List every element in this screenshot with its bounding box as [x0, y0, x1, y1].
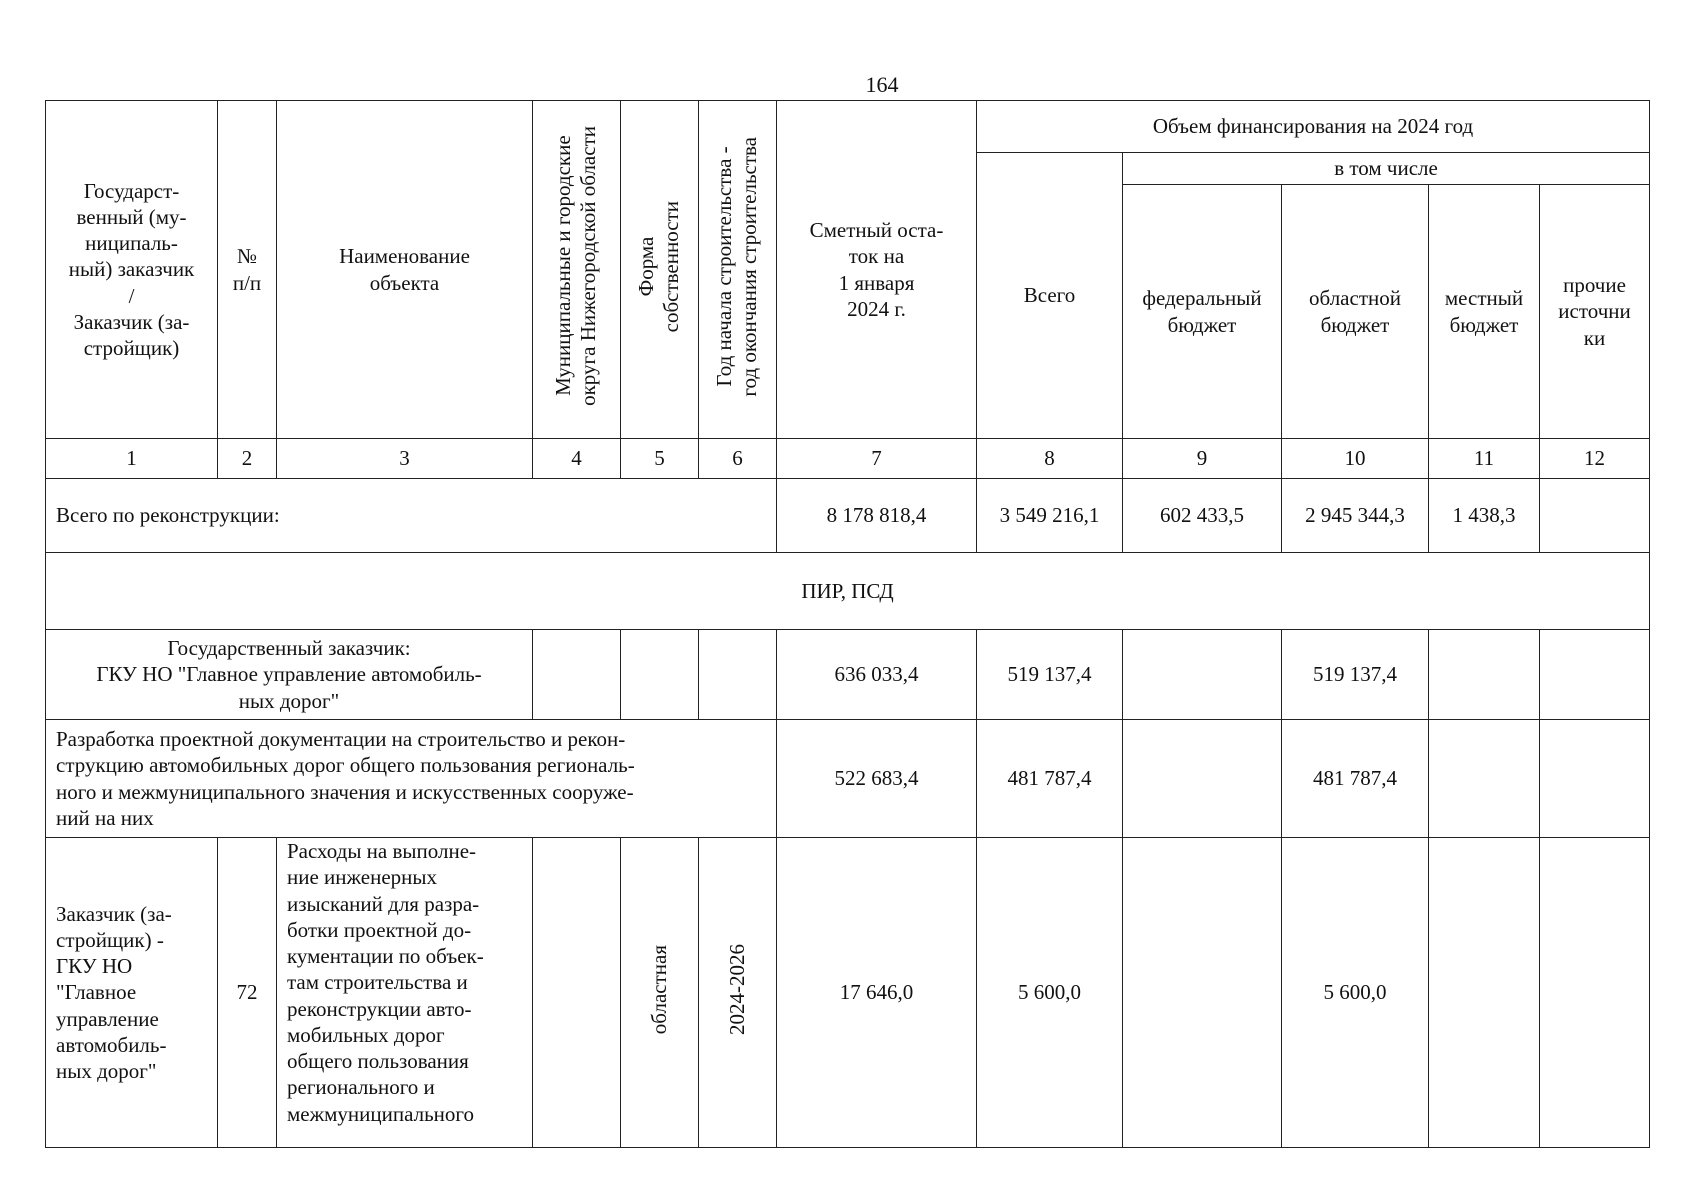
state-customer-remaining: 636 033,4 — [777, 630, 977, 720]
total-reconstruction-label: Всего по реконструкции: — [46, 479, 777, 553]
header-other: прочие источни ки — [1540, 185, 1650, 439]
header-ownership — [621, 101, 699, 439]
development-remaining: 522 683,4 — [777, 720, 977, 838]
total-total: 3 549 216,1 — [977, 479, 1123, 553]
header-years — [699, 101, 777, 439]
header-local: местный бюджет — [1429, 185, 1540, 439]
section-row — [46, 553, 1650, 630]
column-number: 9 — [1123, 439, 1282, 479]
development-federal — [1123, 720, 1282, 838]
financing-table — [45, 100, 1650, 1148]
state-customer-other — [1540, 630, 1650, 720]
item-customer: Заказчик (за- стройщик) - ГКУ НО "Главное управление автомобиль- ных дорог" — [46, 838, 218, 1148]
column-number: 10 — [1282, 439, 1429, 479]
state-customer-years — [699, 630, 777, 720]
total-reconstruction-row — [46, 479, 1650, 553]
item-ownership-cell — [621, 838, 699, 1148]
column-number: 5 — [621, 439, 699, 479]
state-customer-municipality — [533, 630, 621, 720]
development-regional: 481 787,4 — [1282, 720, 1429, 838]
state-customer-row — [46, 630, 1650, 720]
header-years-text: Год начала строительства - год окончания строительства — [712, 136, 762, 397]
header-including: в том числе — [1123, 153, 1650, 185]
state-customer-ownership — [621, 630, 699, 720]
total-federal: 602 433,5 — [1123, 479, 1282, 553]
header-number: № п/п — [218, 101, 277, 439]
section-heading: ПИР, ПСД — [46, 553, 1650, 630]
column-number: 8 — [977, 439, 1123, 479]
header-object-name: Наименование объекта — [277, 101, 533, 439]
total-regional: 2 945 344,3 — [1282, 479, 1429, 553]
item-regional: 5 600,0 — [1282, 838, 1429, 1148]
item-number: 72 — [218, 838, 277, 1148]
item-years: 2024-2026 — [724, 943, 749, 1035]
header-municipality-text: Муниципальные и городские округа Нижегородской области — [551, 126, 601, 407]
column-number: 11 — [1429, 439, 1540, 479]
item-years-cell — [699, 838, 777, 1148]
state-customer-federal — [1123, 630, 1282, 720]
development-total: 481 787,4 — [977, 720, 1123, 838]
item-other — [1540, 838, 1650, 1148]
item-remaining: 17 646,0 — [777, 838, 977, 1148]
header-total: Всего — [977, 153, 1123, 439]
header-municipality — [533, 101, 621, 439]
item-local — [1429, 838, 1540, 1148]
total-local: 1 438,3 — [1429, 479, 1540, 553]
state-customer-local — [1429, 630, 1540, 720]
item-municipality — [533, 838, 621, 1148]
item-ownership: областная — [646, 944, 671, 1034]
header-funding-group: Объем финансирования на 2024 год — [977, 101, 1650, 153]
state-customer-total: 519 137,4 — [977, 630, 1123, 720]
header-federal: федеральный бюджет — [1123, 185, 1282, 439]
column-number: 6 — [699, 439, 777, 479]
item-name: Расходы на выполне- ние инженерных изысканий для разра- ботки проектной до- кументации по объек- там строительства и реконструкции авто- мобильных дорог общего пользования регионального и межмуниципального — [277, 838, 533, 1148]
column-number: 7 — [777, 439, 977, 479]
development-other — [1540, 720, 1650, 838]
column-number: 1 — [46, 439, 218, 479]
item-total: 5 600,0 — [977, 838, 1123, 1148]
column-number: 12 — [1540, 439, 1650, 479]
development-label: Разработка проектной документации на строительство и рекон- струкцию автомобильных дорог общего пользования региональ- ного и межмуниципального значения и искусственных сооруже- ний на них — [46, 720, 777, 838]
column-number: 4 — [533, 439, 621, 479]
header-customer: Государст- венный (му- ниципаль- ный) заказчик / Заказчик (за- стройщик) — [46, 101, 218, 439]
column-number: 3 — [277, 439, 533, 479]
development-local — [1429, 720, 1540, 838]
development-row — [46, 720, 1650, 838]
total-remaining: 8 178 818,4 — [777, 479, 977, 553]
total-other — [1540, 479, 1650, 553]
header-ownership-text: Форма собственности — [634, 200, 684, 333]
state-customer-label: Государственный заказчик: ГКУ НО "Главное управление автомобиль- ных дорог" — [46, 630, 533, 720]
item-federal — [1123, 838, 1282, 1148]
column-number-row — [46, 439, 1650, 479]
page-number: 164 — [865, 72, 899, 97]
column-number: 2 — [218, 439, 277, 479]
header-remaining: Сметный оста- ток на 1 января 2024 г. — [777, 101, 977, 439]
state-customer-regional: 519 137,4 — [1282, 630, 1429, 720]
table-row — [46, 838, 1650, 1148]
header-regional: областной бюджет — [1282, 185, 1429, 439]
